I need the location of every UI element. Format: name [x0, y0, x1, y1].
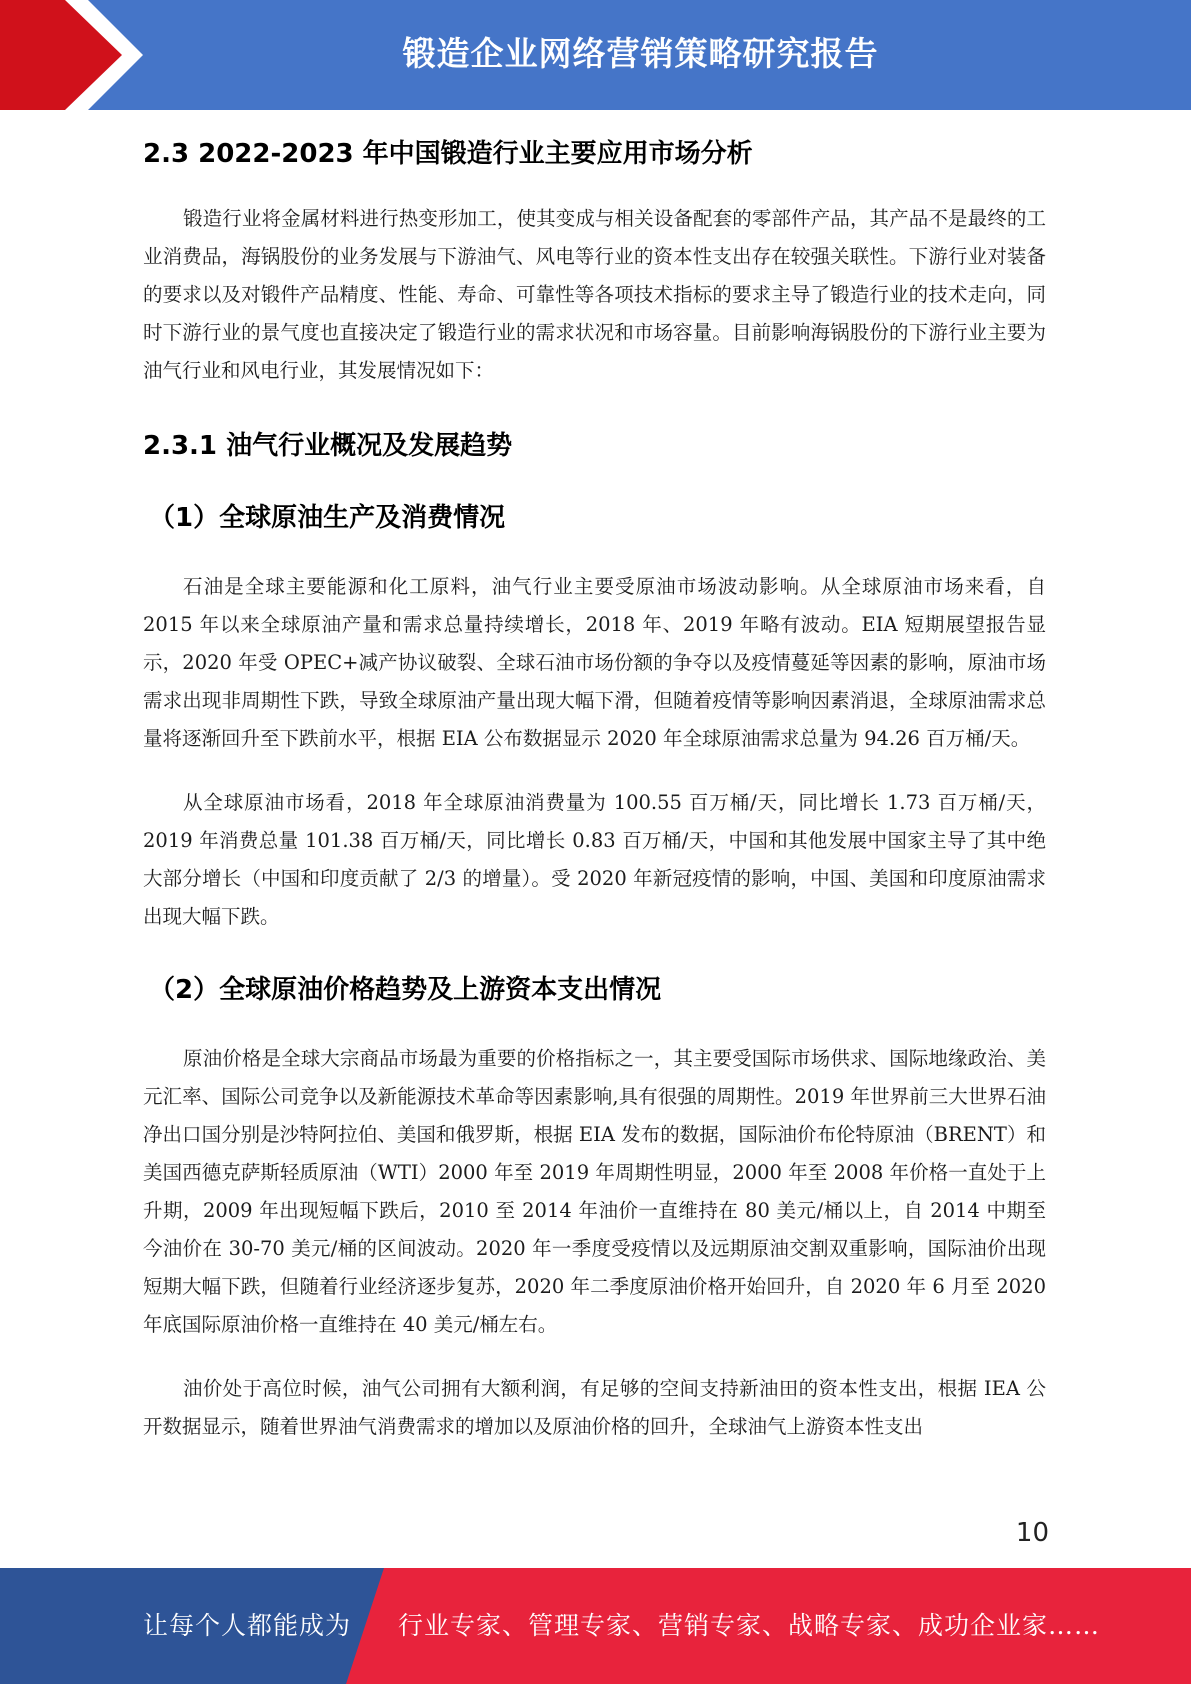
paragraph-consumption: 从全球原油市场看，2018 年全球原油消费量为 100.55 百万桶/天，同比增长 1.73 百万桶/天，2019 年消费总量 101.38 百万桶/天，同比增长 0.83 百万桶/天，中国和其他发展中国家主导了其中绝大部分增长（中国和印度贡献了 2/3 的增量）。受 2020 年新冠疫情的影响，中国、美国和印度原油需求出现大幅下跌。 — [143, 791, 1046, 928]
intro-paragraph: 锻造行业将金属材料进行热变形加工，使其变成与相关设备配套的零部件产品，其产品不是最终的工业消费品，海锅股份的业务发展与下游油气、风电等行业的资本性支出存在较强关联性。下游行业对装备的要求以及对锻件产品精度、性能、寿命、可靠性等各项技术指标的要求主导了锻造行业的技术走向，同时下游行业的景气度也直接决定了锻造行业的需求状况和市场容量。目前影响海锅股份的下游行业主要为油气行业和风电行业，其发展情况如下： — [143, 207, 1046, 382]
page-number: 10 — [1015, 1518, 1049, 1548]
report-title: 锻造企业网络营销策略研究报告 — [402, 34, 879, 73]
section-title: 2.3 2022-2023 年中国锻造行业主要应用市场分析 — [143, 139, 753, 169]
page-content — [143, 128, 1046, 1446]
footer-slogan-right: 行业专家、管理专家、营销专家、战略专家、成功企业家…… — [398, 1611, 1101, 1640]
subheading-price: （2）全球原油价格趋势及上游资本支出情况 — [149, 975, 662, 1005]
paragraph-price: 原油价格是全球大宗商品市场最为重要的价格指标之一，其主要受国际市场供求、国际地缘政治、美元汇率、国际公司竞争以及新能源技术革命等因素影响,具有很强的周期性。2019 年世界前三大世界石油净出口国分别是沙特阿拉伯、美国和俄罗斯，根据 EIA 发布的数据，国际油价布伦特原油（BRENT）和美国西德克萨斯轻质原油（WTI）2000 年至 2019 年周期性明显，2000 年至 2008 年价格一直处于上升期，2009 年出现短幅下跌后，2010 至 2014 年油价一直维持在 80 美元/桶以上，自 2014 中期至今油价在 30-70 美元/桶的区间波动。2020 年一季度受疫情以及远期原油交割双重影响，国际油价出现短期大幅下跌，但随着行业经济逐步复苏，2020 年二季度原油价格开始回升，自 2020 年 6 月至 2020 年底国际原油价格一直维持在 40 美元/桶左右。 — [143, 1047, 1046, 1336]
subsection-title: 2.3.1 油气行业概况及发展趋势 — [143, 431, 513, 461]
paragraph-production: 石油是全球主要能源和化工原料，油气行业主要受原油市场波动影响。从全球原油市场来看，自 2015 年以来全球原油产量和需求总量持续增长，2018 年、2019 年略有波动。EIA 短期展望报告显示，2020 年受 OPEC+减产协议破裂、全球石油市场份额的争夺以及疫情蔓延等因素的影响，原油市场需求出现非周期性下跌，导致全球原油产量出现大幅下滑，但随着疫情等影响因素消退，全球原油需求总量将逐渐回升至下跌前水平，根据 EIA 公布数据显示 2020 年全球原油需求总量为 94.26 百万桶/天。 — [143, 575, 1046, 750]
page-header — [0, 0, 1191, 110]
page-footer — [0, 1568, 1191, 1684]
paragraph-capex: 油价处于高位时候，油气公司拥有大额利润，有足够的空间支持新油田的资本性支出，根据 IEA 公开数据显示，随着世界油气消费需求的增加以及原油价格的回升，全球油气上游资本性支出 — [143, 1377, 1046, 1438]
subheading-production: （1）全球原油生产及消费情况 — [149, 503, 506, 533]
footer-slogan-left: 让每个人都能成为 — [143, 1611, 352, 1640]
